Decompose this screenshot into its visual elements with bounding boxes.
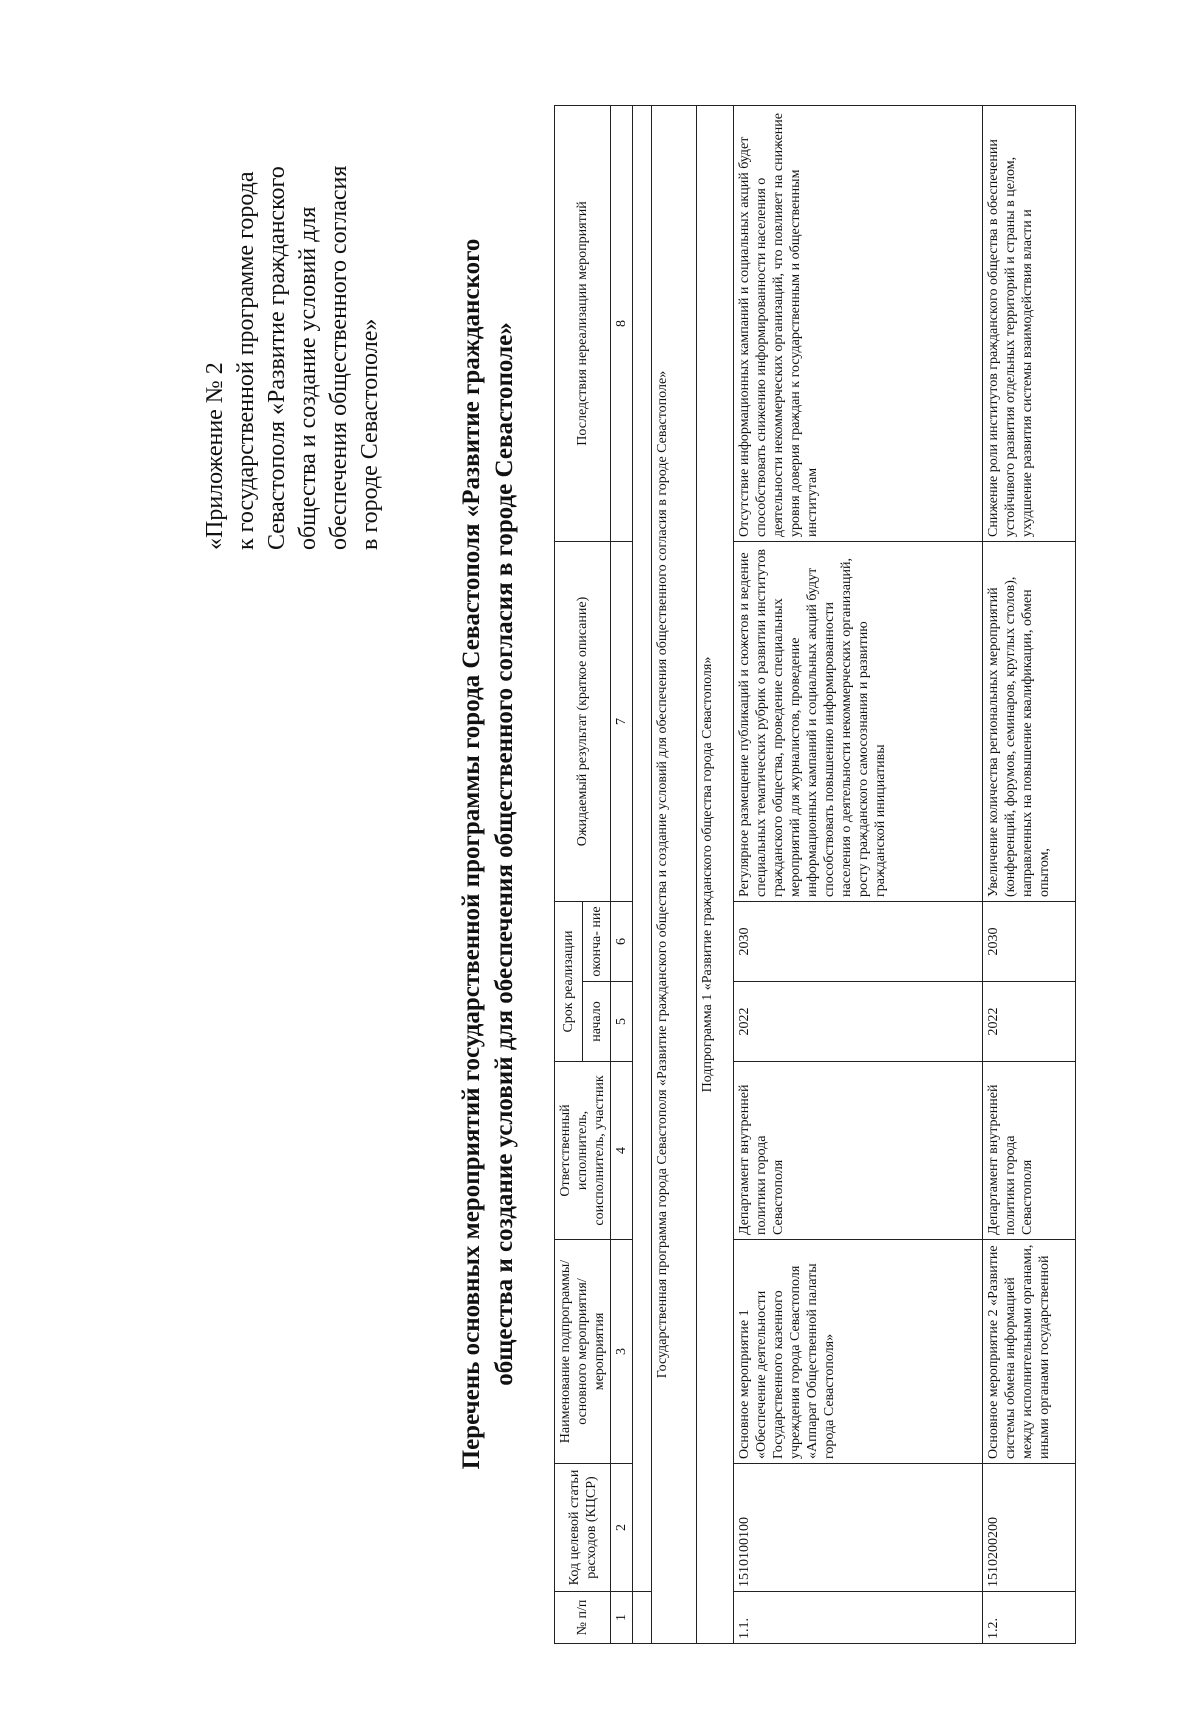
appendix-header [200, 30, 386, 550]
row-no: 1.2. [983, 1592, 1076, 1644]
header-no: № п/п [555, 1592, 611, 1644]
col-number: 1 [611, 1592, 633, 1644]
row-start: 2022 [983, 982, 1076, 1062]
col-number: 4 [611, 1062, 633, 1240]
column-number-row [611, 106, 633, 1644]
spacer-cell [633, 1592, 652, 1644]
subprogram-title: Подпрограмма 1 «Развитие гражданского общества города Севастополя» [697, 106, 734, 1644]
table-row [983, 106, 1076, 1644]
header-kcsr: Код целевой статьи расходов (КЦСР) [555, 1464, 611, 1592]
row-end: 2030 [734, 902, 983, 982]
col-number: 2 [611, 1464, 633, 1592]
header-period: Срок реализации [555, 902, 583, 1062]
spacer-cell [633, 106, 652, 1592]
document-title [455, 94, 521, 1614]
col-number: 5 [611, 982, 633, 1062]
header-responsible: Ответственный исполнитель, соисполнитель, участник [555, 1062, 611, 1240]
table-row [734, 106, 983, 1644]
row-responsible: Департамент внутренней политики города Севастополя [983, 1062, 1076, 1240]
row-result: Увеличение количества региональных мероприятий (конференций, форумов, семинаров, круглых столов), направленных на повышение квалификации, обмен опытом, [983, 542, 1076, 902]
header-result: Ожидаемый результат (краткое описание) [555, 542, 611, 902]
header-name: Наименование подпрограммы/ основного мероприятия/ мероприятия [555, 1240, 611, 1464]
row-consequences: Снижение роли институтов гражданского общества в обеспечении устойчивого развития отдельных территорий и страны в целом, ухудшение развития системы взаимодействия власти и [983, 106, 1076, 542]
row-end: 2030 [983, 902, 1076, 982]
appendix-line: Севастополя «Развитие гражданского [264, 166, 290, 550]
row-consequences: Отсутствие информационных кампаний и социальных акций будет способствовать снижению информированности населения о деятельности некоммерческих организаций, что повлияет на снижение уровня доверия граждан к государственным и общественным институтам [734, 106, 983, 542]
col-number: 6 [611, 902, 633, 982]
row-name: Основное мероприятие 2 «Развитие системы обмена информацией между исполнительными органами, иными органами государственной [983, 1240, 1076, 1464]
appendix-line: «Приложение № 2 [202, 362, 228, 550]
subprogram-row [697, 106, 734, 1644]
spacer-row [633, 106, 652, 1644]
appendix-line: обеспечения общественного согласия [326, 165, 352, 550]
row-start: 2022 [734, 982, 983, 1062]
col-number: 8 [611, 106, 633, 542]
measures-table [554, 105, 1076, 1644]
header-end: оконча- ние [583, 902, 611, 982]
row-no: 1.1. [734, 1592, 983, 1644]
row-name: Основное мероприятие 1 «Обеспечение деятельности Государственного казенного учреждения города Севастополя «Аппарат Общественной палаты города Севастополя» [734, 1240, 983, 1464]
header-row [555, 106, 583, 1644]
header-consequences: Последствия нереализации мероприятий [555, 106, 611, 542]
header-start: начало [583, 982, 611, 1062]
row-kcsr: 1510200200 [983, 1464, 1076, 1592]
appendix-line: общества и создание условий для [295, 206, 321, 550]
col-number: 7 [611, 542, 633, 902]
program-row [652, 106, 697, 1644]
appendix-line: к государственной программе города [233, 171, 259, 550]
row-responsible: Департамент внутренней политики города Севастополя [734, 1062, 983, 1240]
appendix-line: в городе Севастополе» [357, 318, 383, 550]
col-number: 3 [611, 1240, 633, 1464]
title-line-2: общества и создание условий для обеспечения общественного согласия в городе Севастополе» [491, 322, 518, 1386]
program-title: Государственная программа города Севастополя «Развитие гражданского общества и создание условий для обеспечения общественного согласия в городе Севастополе» [652, 106, 697, 1644]
title-line-1: Перечень основных мероприятий государственной программы города Севастополя «Развитие гражданского [458, 238, 485, 1470]
row-result: Регулярное размещение публикаций и сюжетов и ведение специальных тематических рубрик о развитии институтов гражданского общества, проведение специальных мероприятий для журналистов, проведение информационных кампаний и социальных акций будут способствовать повышению информированности населения о деятельности некоммерческих организаций, росту гражданского самосознания и развитию гражданской инициативы [734, 542, 983, 902]
row-kcsr: 1510100100 [734, 1464, 983, 1592]
